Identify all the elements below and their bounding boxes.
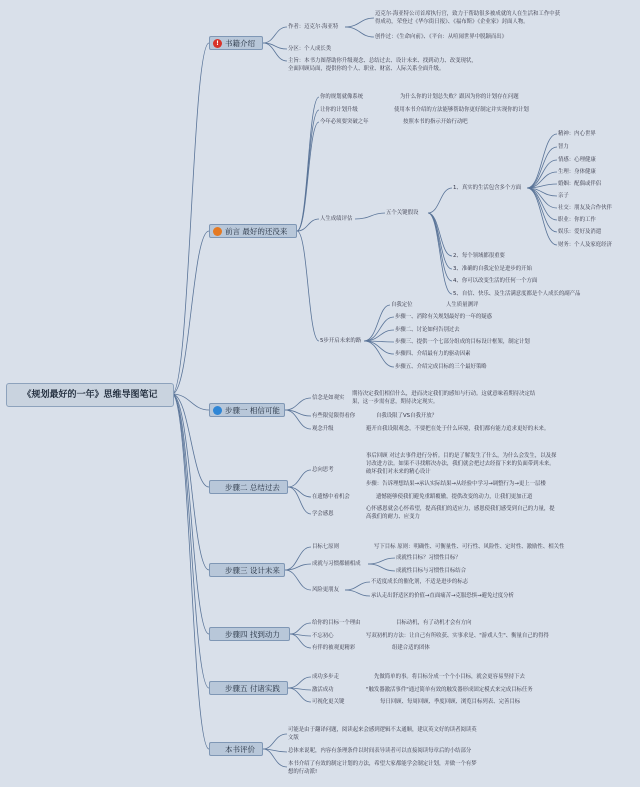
life-area: 财务：个人及家庭经济 — [558, 242, 612, 248]
branch-book-intro[interactable] — [209, 36, 263, 50]
step2-b-text: 遗憾能够使我们避免重蹈覆辙，提供改变的动力，让我们更加正道 — [376, 494, 533, 500]
step4-b-text: 写双初机的方法：让自己有所收获、实事求是、"游戏人生"、衡量自己的得得 — [366, 633, 549, 639]
life-area: 智力 — [558, 144, 569, 150]
preface-self-position: 自我定位 — [391, 302, 413, 308]
step2-a-text-2: 讨改进方法。如果不寻找解决办法，我们就会把过去经留下来的负面带到未来。 — [366, 461, 555, 467]
branch-label: 步骤四 找到动力 — [225, 630, 280, 639]
step4-c-text: 组建合适的团体 — [392, 645, 430, 651]
step4-c: 有伴的被观更精彩 — [312, 645, 356, 651]
intro-author-desc-2: 得成功，荣登过《华尔街日报》、《福布斯》《企业家》封面人物。 — [375, 19, 529, 25]
step5-c-text: 每日回顾、每周回顾、季度回顾、浏览目标列表、完善目标 — [380, 699, 521, 705]
life-area: 生理：身体健康 — [558, 169, 596, 175]
blue-dot-icon — [213, 406, 222, 415]
life-area: 职业：你的工作 — [558, 217, 596, 223]
branch-label: 步骤五 付诸实践 — [225, 684, 280, 693]
step3-b-text-1: 成就性目标？习惯性目标？ — [396, 555, 461, 561]
preface-q3-answer: 按照本书的指示开始行动吧 — [403, 119, 468, 125]
step1-c: 观念升级 — [312, 426, 334, 432]
branch-label: 步骤三 设计未来 — [225, 566, 280, 575]
step3-c-text-1: 不适度成长的催化剂，不适是进步的标志 — [371, 579, 469, 585]
life-area: 亲子 — [558, 193, 569, 199]
intro-theme-2: 全面回顾局面，提供你的个人、职业、财富、人际关系全面升级。 — [288, 66, 445, 72]
step2-c: 学会感恩 — [312, 511, 334, 517]
exclamation-icon: ! — [213, 39, 222, 48]
assumption-item: 2、每个领域都很重要 — [453, 253, 505, 259]
review-3-line-1: 本书介绍了有效的制定计划的方法，希望大家都能学会制定计划，并做一个有梦 — [288, 761, 477, 767]
branch-review[interactable] — [209, 742, 263, 756]
review-3-line-2: 想的行动派! — [288, 769, 318, 775]
branch-label: 步骤一 相信可能 — [225, 406, 280, 415]
review-2: 总体来说呢，内容有条理条件以时间表导读者可以直接阅读每章后的小结部分 — [288, 748, 472, 754]
branch-step1[interactable] — [209, 403, 285, 417]
future-step: 步骤三、提供一个七部分组成的目标设计框架，制定计划 — [395, 339, 530, 345]
preface-q3: 今年必须要突破之年 — [320, 119, 369, 125]
step1-a-text-2: 果，这一步需有意，期待决定现实。 — [352, 399, 439, 405]
preface-q2-answer: 使用本书介绍的方法能够帮助你更好制定并实现你的计划 — [394, 107, 529, 113]
step3-c-text-2: 承认走出舒适区的价值→直面痛苦→克服恐惧→避免过度分析 — [371, 593, 514, 599]
intro-author: 作者：迈克尔·海亚特 — [288, 24, 339, 30]
branch-label: 前言 最好的还没来 — [225, 227, 288, 236]
step2-c-text-2: 高我们的耐力、应变力 — [366, 514, 420, 520]
step1-c-text: 避开自我设限观念，不要把在处于什么环境，我们都有能力追求更好的未来。 — [366, 426, 550, 432]
orange-dot-icon — [213, 227, 222, 236]
assumption-item: 5、自信、快乐、及生活满意度都是个人成长的副产品 — [453, 291, 581, 297]
step1-b: 有些限觉限得看你 — [312, 413, 356, 419]
branch-step5[interactable] — [209, 681, 288, 695]
step1-a: 信念是如观实 — [312, 395, 345, 401]
future-step: 步骤五、介绍完成目标的三个最好策略 — [395, 364, 487, 370]
step2-a-steps: 步骤：告诉理想结果→承认实际结果→从经验中学习→调整行为→更上一层楼 — [366, 481, 546, 487]
branch-label: 本书评价 — [225, 745, 255, 754]
step2-b: 在遗憾中看机会 — [312, 494, 350, 500]
intro-theme-1: 主旨：本书力图帮助你升级观念、总结过去、设计未来、找到动力、改变现状， — [288, 58, 477, 64]
intro-works: 创作过：《生命向前》、《平台：从喧闹世界中脱颖而出》 — [375, 34, 508, 40]
life-area: 社交：朋友及合作伙伴 — [558, 205, 612, 211]
preface-self-position-answer: 人生质量测评 — [446, 302, 479, 308]
life-area: 娱乐：爱好及消遣 — [558, 229, 602, 235]
branch-step4[interactable] — [209, 627, 290, 641]
step4-a-text: 目标动机，有了动机才会有方向 — [396, 620, 472, 626]
step3-a: 目标七原则 — [312, 544, 339, 550]
step5-b: 激活成功 — [312, 687, 334, 693]
preface-life-eval: 人生成绩评估 — [320, 216, 353, 222]
step2-c-text-1: 心怀感恩就会心怀希望，提高我们的适应力，感恩使我们感受到自己的力量，提 — [366, 506, 555, 512]
preface-five-assumptions: 五个关键假设 — [386, 210, 419, 216]
life-area: 精神：内心世界 — [558, 131, 596, 137]
intro-category: 分区：个人成长类 — [288, 46, 332, 52]
mindmap-title: 《规划最好的一年》思维导图笔记 — [6, 383, 174, 407]
intro-author-desc-1: 迈克尔·海亚特公司首席执行官，致力于帮助很多被成就的人在生活和工作中获 — [375, 11, 560, 17]
step2-a-text-3: 破坏我们对未来的精心设计 — [366, 469, 431, 475]
review-1-line-2: 文版 — [288, 735, 299, 741]
step5-a: 成功多步走 — [312, 674, 339, 680]
step2-a: 总向思考 — [312, 467, 334, 473]
review-1-line-1: 可能是由于翻译问题，阅读起来会感到逻辑不太通顺，建议英文好的读者阅读英 — [288, 727, 477, 733]
step3-b-text-2: 成就性目标与习惯性目标结合 — [396, 568, 467, 574]
future-step: 步骤二、讨论如何告别过去 — [395, 327, 460, 333]
branch-step3[interactable] — [209, 563, 285, 577]
assumption-item: 4、你可以改变生活的任何一个方面 — [453, 278, 538, 284]
step3-a-text: 写下目标 原则：明确性、可衡量性、可行性、风险性、定时性、激励性、相关性 — [374, 544, 565, 550]
step4-b: 不忘初心 — [312, 633, 334, 639]
future-step: 步骤四、介绍最有力的驱动因素 — [395, 351, 471, 357]
future-step: 步骤一、消除有关规划最好的一年的疑惑 — [395, 314, 493, 320]
branch-label: 书籍介绍 — [225, 39, 255, 48]
step5-b-text: "触发器激活事件"通过简单有效的触发器形成固定模式来完成目标任务 — [366, 687, 533, 693]
step4-a: 给你的目标一个理由 — [312, 620, 361, 626]
preface-q2: 让你的计划升级 — [320, 107, 358, 113]
branch-preface[interactable] — [209, 224, 297, 238]
life-area: 情感：心理健康 — [558, 157, 596, 163]
step1-b-text: 自我设限了VS自我开放？ — [376, 413, 438, 419]
branch-label: 步骤二 总结过去 — [225, 483, 280, 492]
assumption-item: 3、准确的自我定位是进步的开始 — [453, 266, 532, 272]
branch-step2[interactable] — [209, 480, 288, 494]
step3-b: 成就与习惯都辅相成 — [312, 561, 361, 567]
step3-c: 风险更朋友 — [312, 587, 339, 593]
preface-future-path: 5步开启未来的路 — [320, 338, 362, 344]
preface-q1-answer: 为什么你的计划总失败？跟因为你的计划存在问题 — [400, 94, 519, 100]
step2-a-text-1: 事后回顾 对过去事件进行分析。目的是了解发生了什么，为什么会发生，以及探 — [366, 453, 557, 459]
step5-c: 可视化更关键 — [312, 699, 345, 705]
step5-a-text: 先做简单的事。将目标分成一个个小目标，就会更容易坚持下去 — [374, 674, 525, 680]
step1-a-text-1: 期待决定我们相信什么，进而决定我们的感知与行动。这就意味着期待决定结 — [352, 391, 536, 397]
assumption-item: 1、真实的生活包含多个方面 — [453, 185, 522, 191]
life-area: 婚姻：配偶或伴侣 — [558, 181, 602, 187]
preface-q1: 你的规划就像系统 — [320, 94, 364, 100]
